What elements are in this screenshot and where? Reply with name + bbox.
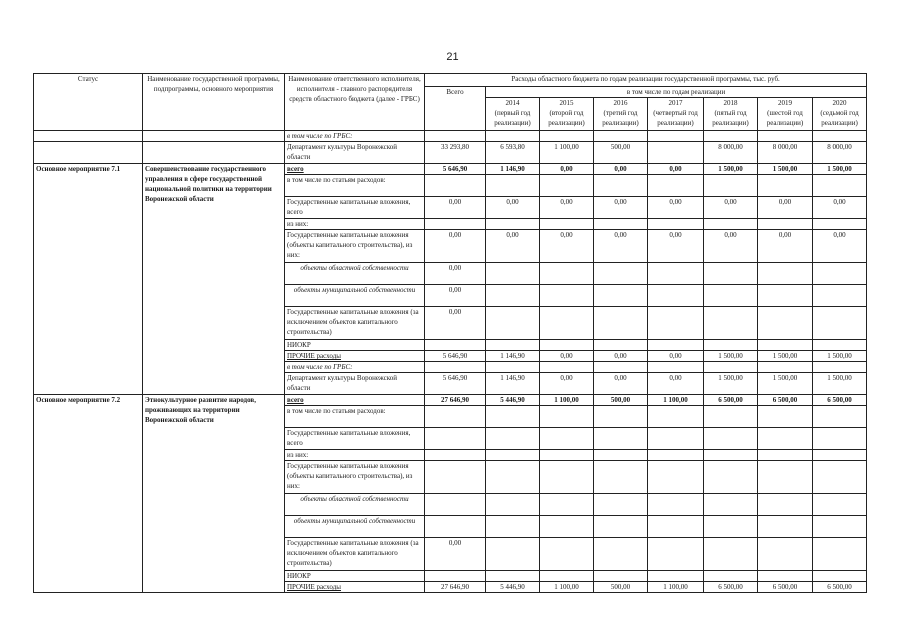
- year-value-cell: [648, 131, 704, 142]
- total-cell: 0,00: [425, 230, 486, 263]
- year-label: 2020: [832, 99, 847, 107]
- table-row: [34, 131, 867, 142]
- row-label: из них:: [285, 450, 425, 461]
- year-value-cell: 1 500,00: [704, 373, 758, 395]
- year-value-cell: [594, 175, 648, 197]
- year-value-cell: [540, 340, 594, 351]
- year-value-cell: [540, 494, 594, 516]
- year-value-cell: 0,00: [648, 164, 704, 175]
- row-label: всего: [285, 164, 425, 175]
- year-value-cell: [648, 263, 704, 285]
- year-value-cell: [648, 494, 704, 516]
- year-value-cell: 1 100,00: [648, 582, 704, 593]
- row-label: в том числе по статьям расходов:: [285, 175, 425, 197]
- year-value-cell: [813, 571, 867, 582]
- year-description: (второй год реализации): [548, 109, 585, 127]
- year-value-cell: [813, 461, 867, 494]
- year-header-2019: [758, 98, 813, 131]
- row-label: НИОКР: [285, 571, 425, 582]
- year-value-cell: [486, 340, 540, 351]
- year-value-cell: [813, 340, 867, 351]
- year-value-cell: 1 100,00: [540, 142, 594, 164]
- year-label: 2015: [559, 99, 574, 107]
- year-value-cell: 6 593,80: [486, 142, 540, 164]
- year-value-cell: 1 500,00: [704, 164, 758, 175]
- year-value-cell: [648, 142, 704, 164]
- total-cell: [425, 406, 486, 428]
- year-value-cell: 0,00: [540, 351, 594, 362]
- year-value-cell: [648, 362, 704, 373]
- year-value-cell: 1 100,00: [540, 395, 594, 406]
- program-cell: [143, 142, 285, 164]
- year-value-cell: [704, 538, 758, 571]
- year-value-cell: 6 500,00: [813, 395, 867, 406]
- year-value-cell: [648, 538, 704, 571]
- total-cell: 27 646,90: [425, 395, 486, 406]
- header-program: Наименование государственной программы, подпрограммы, основного мероприятия: [143, 74, 285, 131]
- year-value-cell: 0,00: [704, 197, 758, 219]
- year-value-cell: [758, 494, 813, 516]
- year-value-cell: [594, 285, 648, 307]
- year-value-cell: [486, 406, 540, 428]
- total-cell: [425, 362, 486, 373]
- row-label: в том числе по статьям расходов:: [285, 406, 425, 428]
- year-header-2015: [540, 98, 594, 131]
- year-value-cell: [648, 516, 704, 538]
- year-description: (шестой год реализации): [766, 109, 804, 127]
- year-header-2016: [594, 98, 648, 131]
- year-value-cell: [594, 219, 648, 230]
- year-value-cell: [486, 571, 540, 582]
- year-value-cell: [486, 538, 540, 571]
- year-header-2014: [486, 98, 540, 131]
- year-value-cell: [540, 362, 594, 373]
- row-label: Государственные капитальные вложения, всего: [285, 197, 425, 219]
- year-value-cell: [648, 406, 704, 428]
- year-value-cell: 1 500,00: [813, 351, 867, 362]
- row-label: объекты муниципальной собственности: [285, 516, 425, 538]
- year-value-cell: [704, 175, 758, 197]
- total-cell: 27 646,90: [425, 582, 486, 593]
- year-value-cell: [813, 307, 867, 340]
- header-years-group: в том числе по годам реализации: [486, 87, 867, 98]
- year-value-cell: 0,00: [540, 164, 594, 175]
- year-value-cell: [540, 219, 594, 230]
- year-value-cell: [648, 175, 704, 197]
- row-label: объекты областной собственности: [285, 263, 425, 285]
- year-value-cell: [758, 461, 813, 494]
- year-value-cell: [540, 285, 594, 307]
- year-value-cell: 0,00: [648, 373, 704, 395]
- year-value-cell: 1 146,90: [486, 373, 540, 395]
- year-value-cell: [758, 307, 813, 340]
- year-value-cell: [594, 428, 648, 450]
- year-value-cell: 5 446,90: [486, 582, 540, 593]
- year-header-2020: [813, 98, 867, 131]
- total-cell: 33 293,80: [425, 142, 486, 164]
- year-value-cell: 5 446,90: [486, 395, 540, 406]
- year-value-cell: [813, 131, 867, 142]
- year-value-cell: [813, 538, 867, 571]
- total-cell: [425, 461, 486, 494]
- year-value-cell: [540, 307, 594, 340]
- year-value-cell: [648, 307, 704, 340]
- year-value-cell: 0,00: [648, 351, 704, 362]
- total-cell: 5 646,90: [425, 351, 486, 362]
- year-value-cell: [813, 175, 867, 197]
- table-row: [34, 164, 867, 175]
- year-value-cell: 6 500,00: [704, 395, 758, 406]
- total-cell: [425, 571, 486, 582]
- year-value-cell: [486, 219, 540, 230]
- row-label: ПРОЧИЕ расходы: [285, 582, 425, 593]
- program-cell: [143, 131, 285, 142]
- year-value-cell: [486, 307, 540, 340]
- total-cell: 0,00: [425, 307, 486, 340]
- year-value-cell: [540, 516, 594, 538]
- year-value-cell: [758, 175, 813, 197]
- year-value-cell: [758, 538, 813, 571]
- row-label: Государственные капитальные вложения (объекты капитального строительства), из них:: [285, 461, 425, 494]
- total-cell: [425, 219, 486, 230]
- year-value-cell: [594, 362, 648, 373]
- year-value-cell: 0,00: [704, 230, 758, 263]
- year-value-cell: 0,00: [758, 197, 813, 219]
- year-description: (третий год реализации): [602, 109, 639, 127]
- year-value-cell: 1 500,00: [758, 373, 813, 395]
- year-header-2017: [648, 98, 704, 131]
- total-cell: 0,00: [425, 197, 486, 219]
- year-value-cell: [486, 263, 540, 285]
- budget-table: [33, 73, 867, 593]
- header-status: Статус: [34, 74, 143, 131]
- year-value-cell: 1 500,00: [813, 373, 867, 395]
- year-description: (седьмой год реализации): [820, 109, 859, 127]
- year-value-cell: 0,00: [813, 230, 867, 263]
- row-label: объекты муниципальной собственности: [285, 285, 425, 307]
- year-description: (первый год реализации): [494, 109, 531, 127]
- year-value-cell: [813, 285, 867, 307]
- year-value-cell: [758, 406, 813, 428]
- year-value-cell: [758, 516, 813, 538]
- year-value-cell: [758, 131, 813, 142]
- total-cell: [425, 175, 486, 197]
- year-value-cell: [813, 428, 867, 450]
- year-value-cell: 0,00: [758, 230, 813, 263]
- header-total: Всего: [425, 87, 486, 131]
- table-row: [34, 395, 867, 406]
- total-cell: [425, 131, 486, 142]
- year-value-cell: [648, 571, 704, 582]
- year-value-cell: 6 500,00: [758, 582, 813, 593]
- year-value-cell: [758, 263, 813, 285]
- year-value-cell: [758, 285, 813, 307]
- year-value-cell: [486, 175, 540, 197]
- year-value-cell: [813, 516, 867, 538]
- year-value-cell: 500,00: [594, 142, 648, 164]
- year-value-cell: 6 500,00: [813, 582, 867, 593]
- program-name-cell: Этнокультурное развитие народов, проживающих на территории Воронежской области: [143, 395, 285, 593]
- year-value-cell: [540, 263, 594, 285]
- year-value-cell: [486, 362, 540, 373]
- year-value-cell: 1 146,90: [486, 351, 540, 362]
- year-value-cell: [758, 450, 813, 461]
- row-label: ПРОЧИЕ расходы: [285, 351, 425, 362]
- row-label: НИОКР: [285, 340, 425, 351]
- year-value-cell: [704, 461, 758, 494]
- year-value-cell: [704, 285, 758, 307]
- row-label: из них:: [285, 219, 425, 230]
- year-value-cell: [704, 131, 758, 142]
- year-value-cell: 8 000,00: [704, 142, 758, 164]
- year-value-cell: 6 500,00: [704, 582, 758, 593]
- year-value-cell: 1 500,00: [758, 351, 813, 362]
- year-value-cell: [486, 428, 540, 450]
- year-label: 2017: [668, 99, 683, 107]
- year-value-cell: [486, 461, 540, 494]
- total-cell: [425, 428, 486, 450]
- year-value-cell: 1 500,00: [813, 164, 867, 175]
- row-label: Департамент культуры Воронежской области: [285, 373, 425, 395]
- year-value-cell: 6 500,00: [758, 395, 813, 406]
- year-value-cell: [540, 461, 594, 494]
- year-value-cell: [486, 494, 540, 516]
- year-value-cell: 0,00: [540, 230, 594, 263]
- total-cell: 0,00: [425, 263, 486, 285]
- year-value-cell: [594, 461, 648, 494]
- year-value-cell: [486, 131, 540, 142]
- year-value-cell: [704, 571, 758, 582]
- year-value-cell: [758, 362, 813, 373]
- year-value-cell: [813, 494, 867, 516]
- year-value-cell: [594, 406, 648, 428]
- status-cell: Основное мероприятие 7.1: [34, 164, 143, 395]
- row-label: в том числе по ГРБС:: [285, 131, 425, 142]
- total-cell: [425, 494, 486, 516]
- year-value-cell: [813, 219, 867, 230]
- year-value-cell: 1 500,00: [758, 164, 813, 175]
- year-value-cell: [813, 450, 867, 461]
- year-value-cell: 8 000,00: [758, 142, 813, 164]
- year-value-cell: [813, 362, 867, 373]
- year-value-cell: [594, 538, 648, 571]
- status-cell: Основное мероприятие 7.2: [34, 395, 143, 593]
- year-value-cell: [758, 340, 813, 351]
- year-value-cell: [648, 219, 704, 230]
- status-cell: [34, 142, 143, 164]
- total-cell: [425, 340, 486, 351]
- year-value-cell: [594, 450, 648, 461]
- year-value-cell: [594, 263, 648, 285]
- year-value-cell: 0,00: [486, 197, 540, 219]
- total-cell: 0,00: [425, 538, 486, 571]
- year-value-cell: 0,00: [540, 373, 594, 395]
- year-label: 2019: [778, 99, 792, 107]
- year-value-cell: [594, 571, 648, 582]
- year-header-2018: [704, 98, 758, 131]
- year-value-cell: [648, 450, 704, 461]
- header-expenses: Расходы областного бюджета по годам реализации государственной программы, тыс. руб.: [425, 74, 867, 87]
- year-value-cell: [758, 428, 813, 450]
- row-label: Государственные капитальные вложения (объекты капитального строительства), из них:: [285, 230, 425, 263]
- page-number: 21: [446, 51, 459, 63]
- year-label: 2018: [723, 99, 738, 107]
- year-value-cell: 1 500,00: [704, 351, 758, 362]
- year-value-cell: 500,00: [594, 395, 648, 406]
- year-value-cell: [486, 450, 540, 461]
- year-value-cell: [813, 406, 867, 428]
- year-value-cell: [594, 131, 648, 142]
- row-label: всего: [285, 395, 425, 406]
- year-value-cell: 0,00: [594, 230, 648, 263]
- year-value-cell: [648, 340, 704, 351]
- year-value-cell: 1 100,00: [540, 582, 594, 593]
- year-value-cell: 0,00: [594, 164, 648, 175]
- year-value-cell: [704, 340, 758, 351]
- program-name-cell: Совершенствование государственного управления в сфере государственной национальной политики на территории Воронежской области: [143, 164, 285, 395]
- year-value-cell: 0,00: [540, 197, 594, 219]
- total-cell: [425, 450, 486, 461]
- total-cell: 5 646,90: [425, 373, 486, 395]
- year-value-cell: [486, 285, 540, 307]
- year-value-cell: 1 100,00: [648, 395, 704, 406]
- year-value-cell: [704, 406, 758, 428]
- year-description: (пятый год реализации): [712, 109, 749, 127]
- year-value-cell: [813, 263, 867, 285]
- year-value-cell: [540, 175, 594, 197]
- year-value-cell: 0,00: [486, 230, 540, 263]
- year-value-cell: 0,00: [648, 230, 704, 263]
- year-label: 2016: [613, 99, 628, 107]
- year-value-cell: 0,00: [594, 351, 648, 362]
- year-value-cell: [648, 461, 704, 494]
- year-value-cell: [648, 428, 704, 450]
- year-value-cell: [704, 450, 758, 461]
- year-value-cell: 0,00: [594, 197, 648, 219]
- year-value-cell: [758, 571, 813, 582]
- year-value-cell: 0,00: [813, 197, 867, 219]
- year-description: (четвертый год реализации): [653, 109, 698, 127]
- year-value-cell: [540, 571, 594, 582]
- year-value-cell: [758, 219, 813, 230]
- year-label: 2014: [505, 99, 520, 107]
- year-value-cell: [704, 428, 758, 450]
- year-value-cell: 500,00: [594, 582, 648, 593]
- year-value-cell: [540, 450, 594, 461]
- year-value-cell: [704, 219, 758, 230]
- year-value-cell: [540, 538, 594, 571]
- total-cell: 5 646,90: [425, 164, 486, 175]
- year-value-cell: [704, 263, 758, 285]
- year-value-cell: 8 000,00: [813, 142, 867, 164]
- year-value-cell: 0,00: [648, 197, 704, 219]
- year-value-cell: [486, 516, 540, 538]
- row-label: Департамент культуры Воронежской области: [285, 142, 425, 164]
- year-value-cell: [540, 428, 594, 450]
- row-label: Государственные капитальные вложения (за исключением объектов капитального строительства): [285, 307, 425, 340]
- status-cell: [34, 131, 143, 142]
- row-label: в том числе по ГРБС:: [285, 362, 425, 373]
- year-value-cell: [540, 131, 594, 142]
- header-executor: Наименование ответственного исполнителя, исполнителя - главного распорядителя средств областного бюджета (далее - ГРБС): [285, 74, 425, 131]
- year-value-cell: [704, 307, 758, 340]
- year-value-cell: [594, 307, 648, 340]
- table-row: [34, 142, 867, 164]
- row-label: Государственные капитальные вложения (за исключением объектов капитального строительства): [285, 538, 425, 571]
- year-value-cell: [594, 494, 648, 516]
- year-value-cell: [704, 362, 758, 373]
- total-cell: 0,00: [425, 285, 486, 307]
- year-value-cell: [704, 494, 758, 516]
- total-cell: [425, 516, 486, 538]
- year-value-cell: [704, 516, 758, 538]
- year-value-cell: [594, 340, 648, 351]
- year-value-cell: [540, 406, 594, 428]
- year-value-cell: 1 146,90: [486, 164, 540, 175]
- row-label: Государственные капитальные вложения, всего: [285, 428, 425, 450]
- row-label: объекты областной собственности: [285, 494, 425, 516]
- year-value-cell: [594, 516, 648, 538]
- year-value-cell: [648, 285, 704, 307]
- year-value-cell: 0,00: [594, 373, 648, 395]
